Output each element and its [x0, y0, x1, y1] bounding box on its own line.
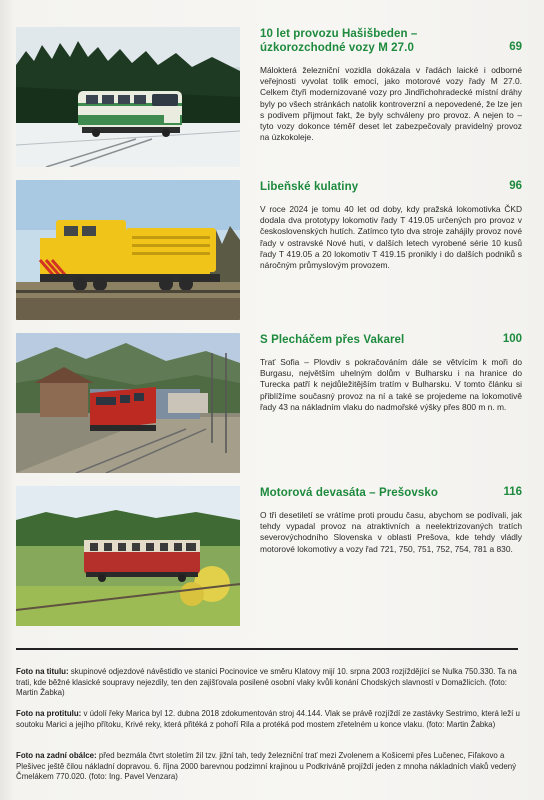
article-summary: V roce 2024 je tomu 40 let od doby, kdy pražská lokomotivka ČKD dodala dva prototypy lokomotiv řady T 419.05 určených pro provoz v československých hutích. Zatímco tyto dva stroje zahájily provoz nové řady v ostravské Nové huti, v dalších letech vyrobené série 10 kusů řady T 419.05 a 20 lokomotiv T 419.15 pronikly i do dalších podniků s náročným průmyslovým provozem.: [260, 204, 522, 271]
photo-caption: [16, 709, 521, 730]
article-summary: Trať Sofia – Plovdiv s pokračováním dále se větvícím k moři do Burgasu, největším uhelným dolům v Bulharsku i na hranice do Turecka patří k nejdůležitějším tratím v Bulharsku. V tomto článku si přiblížíme současný provoz na ní a také se projedeme na lokomotivě řady 43 na nákladním vlaku do nadmořské výšky přes 800 m n. m.: [260, 357, 522, 412]
photo-caption-text: skupinové odjezdové návěstidlo ve stanici Pocinovice ve směru Klatovy mijí 10. srpna 2003 rozjíždějící se Nulka 750.330. Ta na trati, kde běžné klasické soupravy nejezdily, ten den zajišťovala posilené osobní vlaky kvůli konání Chodských slavností v Domažlicích. (foto: Martin Žabka): [16, 667, 517, 698]
article-page-number: 116: [503, 486, 522, 498]
photo-caption: [16, 667, 521, 699]
article-text: [260, 180, 522, 271]
article-summary: Málokterá železniční vozidla dokázala v řadách laické i odborné veřejnosti vyvolat tolik emocí, jako motorové vozy řady M 27.0. Celkem čtyři modernizované vozy pro Jindřichohradecké místní dráhy byly po všech stránkách natolik kontroverzní a nepovedené, že lze jen s podivem přijmout fakt, že byly schváleny pro provoz. A nejen to – tyto vozy dokonce téměř deset let zabezpečovaly pravidelný provoz na úzkokoleje.: [260, 65, 522, 143]
article-text: [260, 27, 522, 143]
article-text: [260, 333, 522, 413]
article-page-number: 69: [509, 41, 522, 53]
article-photo-narrow-gauge-railcar[interactable]: [16, 27, 240, 167]
article-item[interactable]: [16, 333, 528, 473]
article-item[interactable]: [16, 486, 528, 626]
article-header: [260, 180, 522, 194]
photo-caption: [16, 751, 521, 783]
photo-caption-text: před bezmála čtvrt stoletím žil tzv. jižní tah, tedy železniční trať mezi Zvolenem a Košicemi přes Lučenec, Fiľakovo a Plešivec ještě čilou nákladní dopravou. 6. října 2000 barevnou podzimní krajinou u Podkriváně projíždí jeden z mnoha nákladních vlaků vedený Čmelákem 770.020. (foto: Ing. Pavel Venzara): [16, 751, 517, 782]
locomotive-photo-illustration: [16, 333, 240, 473]
photo-caption-text: v údolí řeky Marica byl 12. dubna 2018 zdokumentován stroj 44.144. Vlak se právě rozjíždí ze zastávky Sestrimo, která leží u soutoku Marici a jejího přítoku, Krivé reky, která přitéká z pohoří Rila a protéká pod mostem zřetelném u konce vlaku. (foto: Martin Žabka): [16, 709, 520, 729]
article-title[interactable]: Libeňské kulatiny: [260, 181, 359, 193]
article-title[interactable]: Motorová devasáta – Prešovsko: [260, 487, 439, 499]
article-photo-red-railcar[interactable]: [16, 486, 240, 626]
article-photo-red-locomotive[interactable]: [16, 333, 240, 473]
photo-caption-label: Foto na zadní obálce:: [16, 751, 97, 760]
article-header: [260, 486, 522, 500]
photo-caption-label: Foto na titulu:: [16, 667, 69, 676]
photo-caption-label: Foto na protitulu:: [16, 709, 82, 718]
article-header: [260, 27, 522, 55]
article-summary: O tři desetiletí se vrátíme proti proudu času, abychom se podívali, jak tehdy vypadal provoz na atraktivních a neelektrizovaných tratích severovýchodního Slovenska v oblasti Prešova, kde tehdy vládly motorové lokomotivy a vozy řad 721, 750, 751, 752, 754, 781 a 830.: [260, 510, 522, 554]
section-divider: [16, 648, 518, 650]
shunter-photo-illustration: [16, 180, 240, 320]
article-item[interactable]: [16, 180, 528, 320]
article-title[interactable]: 10 let provozu Hašišbeden – úzkorozchodné vozy M 27.0: [260, 28, 418, 54]
article-page-number: 100: [502, 333, 522, 345]
article-title[interactable]: S Plecháčem přes Vakarel: [260, 334, 405, 346]
railcar-photo-illustration: [16, 27, 240, 167]
railcar-red-photo-illustration: [16, 486, 240, 626]
article-page-number: 96: [509, 180, 522, 192]
article-text: [260, 486, 522, 555]
article-photo-yellow-shunter[interactable]: [16, 180, 240, 320]
article-item[interactable]: [16, 27, 528, 167]
article-header: [260, 333, 522, 347]
